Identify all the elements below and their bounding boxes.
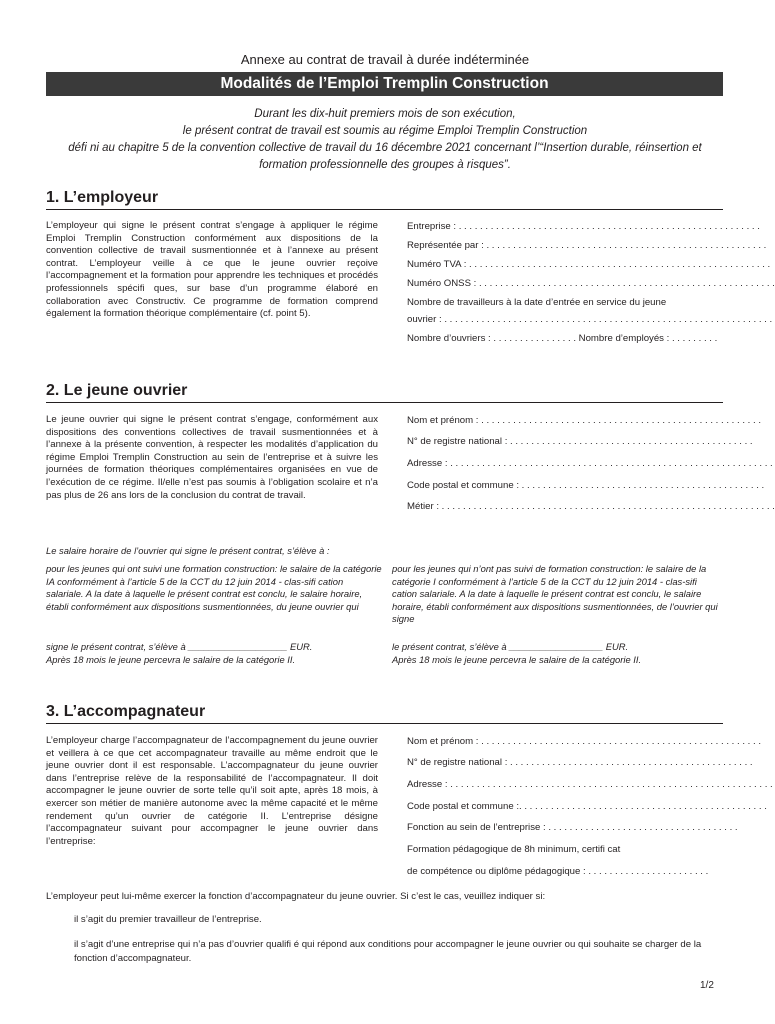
acc-formation-field[interactable]: de compétence ou diplôme pédagogique : . . . . . . . . . . . . . . . . . . . . . . . [407,866,709,877]
acc-code-postal-field[interactable]: Code postal et commune :. . . . . . . . . . . . . . . . . . . . . . . . . . . . . . . . . . . . . . . . . . . . . . . [407,801,767,812]
tva-field[interactable]: Numéro TVA : . . . . . . . . . . . . . . . . . . . . . . . . . . . . . . . . . . . . . . . . . . . . . . . . . . . . . . . . . [407,259,771,270]
nombre-travailleurs-label: Nombre de travailleurs à la date d’entrée en service du jeune [407,297,667,308]
representee-field[interactable]: Représentée par : . . . . . . . . . . . . . . . . . . . . . . . . . . . . . . . . . . . . . . . . . . . . . . . . . . . . . [407,240,767,251]
accompagnateur-fields [407,735,773,880]
salary-left-amount [46,641,382,666]
option-premier-travailleur[interactable]: il s’agit du premier travailleur de l’entreprise. [74,914,262,925]
salary-left-text: pour les jeunes qui ont suivi une formation construction: le salaire de la catégorie IA conformément à l’article 5 de la CCT du 12 juin 2014 - clas-sifi cation salariale. A la date à laquelle le présent contrat est conclu, le salaire horaire, établi conformément aux dispositions susmentionnées, du jeune ouvrier qui [46,563,382,612]
intro-line: défi ni au chapitre 5 de la convention collective de travail du 16 décembre 2021 concernant l’“Insertion durable, réinsertion et [68,142,702,154]
accompagnateur-paragraph: L’employeur charge l’accompagnateur de l’accompagnement du jeune ouvrier et veillera à ce que cet accompagnateur travaille au même endroit que le jeune ouvrier dont il est responsable. L’accompagnateur du jeune ouvrier dans l’entreprise relève de la responsabilité de l’accompagnateur. Il doit accompagner le jeune ouvrier de sorte telle qu’il soit apte, après 18 mois, à exercer son métier de manière autonome avec la même capacité et le même rendement qu’un ouvrier de catégorie II. L’entreprise désigne l’accompagnateur suivant pour accompagner le jeune ouvrier dans l’entreprise: [46,735,378,847]
salary-right-amount [392,641,724,666]
page-number: 1/2 [700,980,714,991]
metier-field[interactable]: Métier : . . . . . . . . . . . . . . . . . . . . . . . . . . . . . . . . . . . . . . . . . . . . . . . . . . . . . . . . . . . . . . . [407,501,775,512]
onss-field[interactable]: Numéro ONSS : . . . . . . . . . . . . . . . . . . . . . . . . . . . . . . . . . . . . . . . . . . . . . . . . . . . . . . . . [407,278,775,289]
acc-nom-prenom-field[interactable]: Nom et prénom : . . . . . . . . . . . . . . . . . . . . . . . . . . . . . . . . . . . . . . . . . . . . . . . . . . . . . [407,736,761,747]
section-heading-jeune-ouvrier: 2. Le jeune ouvrier [46,381,723,403]
salary-intro: Le salaire horaire de l’ouvrier qui signe le présent contrat, s’élève à : [46,545,330,556]
salary-right-text: pour les jeunes qui n’ont pas suivi de formation construction: le salaire de la catégorie I conformément à l’article 5 de la CCT du 12 juin 2014 - clas-sifi cation salariale. A la date à laquelle le présent contrat est conclu, le salaire horaire, établi conformément aux dispositions susmentionnées, de l’ouvrier qui signe [392,563,718,625]
section-heading-employeur: 1. L’employeur [46,188,723,210]
acc-fonction-field[interactable]: Fonction au sein de l’entreprise : . . . . . . . . . . . . . . . . . . . . . . . . . . . . . . . . . . . . [407,822,738,833]
nom-prenom-field[interactable]: Nom et prénom : . . . . . . . . . . . . . . . . . . . . . . . . . . . . . . . . . . . . . . . . . . . . . . . . . . . . . [407,415,761,426]
salary-right-line: Après 18 mois le jeune percevra le salaire de la catégorie II. [392,653,642,665]
acc-registre-national-field[interactable]: N° de registre national : . . . . . . . . . . . . . . . . . . . . . . . . . . . . . . . . . . . . . . . . . . . . . . [407,757,753,768]
intro-line: formation professionnelle des groupes à risques”. [259,159,511,171]
entreprise-field[interactable]: Entreprise : . . . . . . . . . . . . . . . . . . . . . . . . . . . . . . . . . . . . . . . . . . . . . . . . . . . . . . . . . [407,221,760,232]
employeur-paragraph: L’employeur qui signe le présent contrat s’engage à appliquer le régime Emploi Tremplin Construction conformément aux dispositions de la convention collective de travail susmentionnée et à l’annexe au présent contrat. L’employeur veille à ce que le jeune ouvrier reçoive l’accompagnement et la formation pour apprendre les techniques et procédés professionnels spécifi ques, sur base d’un programme élaboré en collaboration avec Constructiv. Ce programme de formation comprend également la formation théorique complémentaire (cf. point 5). [46,220,378,320]
jeune-ouvrier-paragraph: Le jeune ouvrier qui signe le présent contrat s’engage, conformément aux dispositions des conventions collectives de travail susmentionnées et à l’annexe à la présente convention, à respecter les modalités d’application du régime Emploi Tremplin Construction au sein de l’entreprise et à suivre les journées de formation théoriques complémentaires organisées en vue de l’exécution de ce régime. Il/elle n’est pas soumis à l’obligation scolaire et n’a pas plus de 26 ans lors de la conclusion du contrat de travail. [46,414,378,501]
intro-line: Durant les dix-huit premiers mois de son exécution, [254,108,516,120]
option-entreprise-sans-ouvrier[interactable]: il s’agit d’une entreprise qui n’a pas d’ouvrier qualifi é qui répond aux conditions pour accompagner le jeune ouvrier ou qui souhaite se charger de la fonction d’accompagnateur. [74,939,702,964]
intro-line: le présent contrat de travail est soumis au régime Emploi Tremplin Construction [182,125,588,137]
jeune-ouvrier-fields [407,414,775,524]
acc-adresse-field[interactable]: Adresse : . . . . . . . . . . . . . . . . . . . . . . . . . . . . . . . . . . . . . . . . . . . . . . . . . . . . . . . . . . . . . [407,779,773,790]
salary-left-line[interactable]: signe le présent contrat, s’élève à ___________________ EUR. [46,641,313,652]
nombre-travailleurs-field[interactable]: ouvrier : . . . . . . . . . . . . . . . . . . . . . . . . . . . . . . . . . . . . . . . . . . . . . . . . . . . . . . . . . . . . . . [407,314,773,325]
registre-national-field[interactable]: N° de registre national : . . . . . . . . . . . . . . . . . . . . . . . . . . . . . . . . . . . . . . . . . . . . . . [407,436,753,447]
adresse-field[interactable]: Adresse : . . . . . . . . . . . . . . . . . . . . . . . . . . . . . . . . . . . . . . . . . . . . . . . . . . . . . . . . . . . . . [407,458,773,469]
section-heading-accompagnateur: 3. L’accompagnateur [46,702,723,724]
acc-formation-label: Formation pédagogique de 8h minimum, certifi cat [407,844,621,855]
salary-right-line[interactable]: le présent contrat, s’élève à __________________ EUR. [392,641,629,652]
ouvriers-employes-field[interactable]: Nombre d’ouvriers : . . . . . . . . . . . . . . . . Nombre d’employés : . . . . . . . . . [407,333,718,344]
document-title: Modalités de l’Emploi Tremplin Construction [46,72,723,96]
employer-note: L’employeur peut lui-même exercer la fonction d’accompagnateur du jeune ouvrier. Si c’est le cas, veuillez indiquer si: [46,891,546,902]
salary-left-line: Après 18 mois le jeune percevra le salaire de la catégorie II. [46,653,296,665]
employeur-fields [407,220,775,350]
intro-text [40,106,730,174]
document-supertitle: Annexe au contrat de travail à durée indéterminée [240,52,530,67]
code-postal-field[interactable]: Code postal et commune : . . . . . . . . . . . . . . . . . . . . . . . . . . . . . . . . . . . . . . . . . . . . . . [407,480,765,491]
